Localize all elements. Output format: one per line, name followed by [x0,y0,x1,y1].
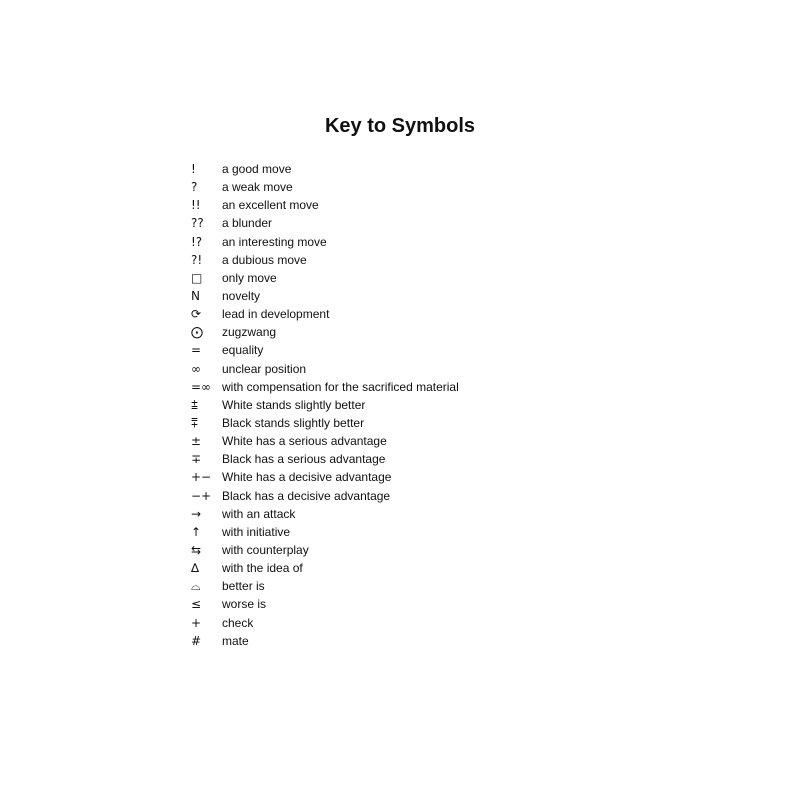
symbol-glyph: ⩲ [191,397,199,412]
symbol-row [191,196,459,214]
symbol-row [191,505,459,523]
symbol-meaning: only move [222,270,277,285]
symbol-row [191,432,459,450]
symbol-glyph: −+ [191,488,212,503]
symbol-meaning: mate [222,633,249,648]
symbol-meaning: an interesting move [222,234,327,249]
symbol-glyph: ! [191,162,196,177]
symbol-meaning: Black stands slightly better [222,416,365,431]
symbol-row [191,178,459,196]
symbol-glyph: !? [191,234,203,249]
symbol-row [191,341,459,359]
symbol-meaning: Black has a serious advantage [222,452,386,467]
symbol-glyph: N [191,289,200,304]
symbol-glyph: → [191,506,202,521]
symbol-row [191,233,459,251]
symbol-glyph: ∞ [191,361,201,376]
symbol-row [191,360,459,378]
symbol-meaning: with counterplay [222,543,309,558]
symbol-glyph: =∞ [191,379,212,394]
symbol-row [191,396,459,414]
symbol-meaning: a blunder [222,216,273,231]
symbol-meaning: an excellent move [222,198,319,213]
symbol-meaning: novelty [222,289,261,304]
symbol-glyph: □ [191,270,203,285]
symbol-glyph: ⟳ [191,307,202,322]
symbol-meaning: check [222,615,254,630]
symbol-row [191,160,459,178]
symbol-glyph: +− [191,470,212,485]
symbol-row [191,541,459,559]
symbol-meaning: with initiative [222,524,291,539]
symbol-row [191,614,459,632]
symbol-glyph: ?? [191,216,204,231]
symbol-row [191,269,459,287]
symbol-meaning: with the idea of [222,561,303,576]
symbol-meaning: White has a decisive advantage [222,470,392,485]
symbol-meaning: better is [222,579,265,594]
symbol-row [191,378,459,396]
symbol-glyph: ⩱ [191,416,199,431]
symbol-list [191,160,459,650]
symbol-row [191,214,459,232]
symbol-meaning: a weak move [222,180,293,195]
symbol-meaning: a good move [222,162,292,177]
symbol-glyph: ?! [191,252,203,267]
symbol-glyph: ∆ [191,561,200,576]
symbol-glyph: ⇆ [191,543,202,558]
symbol-meaning: with compensation for the sacrificed material [222,379,459,394]
symbol-glyph: # [191,633,202,648]
symbol-glyph: + [191,615,202,630]
symbol-row [191,577,459,595]
symbol-glyph: ± [191,434,202,449]
symbol-glyph: ⨀ [191,325,203,340]
symbol-meaning: unclear position [222,361,307,376]
symbol-row [191,251,459,269]
symbol-glyph: = [191,343,202,358]
symbol-meaning: White has a serious advantage [222,434,387,449]
symbol-glyph: ↑ [191,524,202,539]
symbol-row [191,305,459,323]
symbol-row [191,287,459,305]
symbol-row [191,523,459,541]
symbol-row [191,414,459,432]
page-title: Key to Symbols [324,115,476,137]
symbol-row [191,487,459,505]
symbol-meaning: Black has a decisive advantage [222,488,391,503]
symbol-meaning: equality [222,343,264,358]
symbol-glyph: ? [191,180,198,195]
symbol-glyph: ∓ [191,452,202,467]
symbol-meaning: zugzwang [222,325,277,340]
symbol-glyph: ≤ [191,597,202,612]
symbol-row [191,559,459,577]
symbol-row [191,632,459,650]
symbol-row [191,468,459,486]
symbol-row [191,595,459,613]
symbol-row [191,450,459,468]
symbol-meaning: worse is [222,597,267,612]
symbol-glyph: !! [191,198,201,213]
symbol-meaning: with an attack [222,506,296,521]
symbol-glyph: ⌓ [191,579,201,594]
symbol-meaning: White stands slightly better [222,397,366,412]
symbol-meaning: a dubious move [222,252,307,267]
symbol-meaning: lead in development [222,307,330,322]
symbol-row [191,323,459,341]
